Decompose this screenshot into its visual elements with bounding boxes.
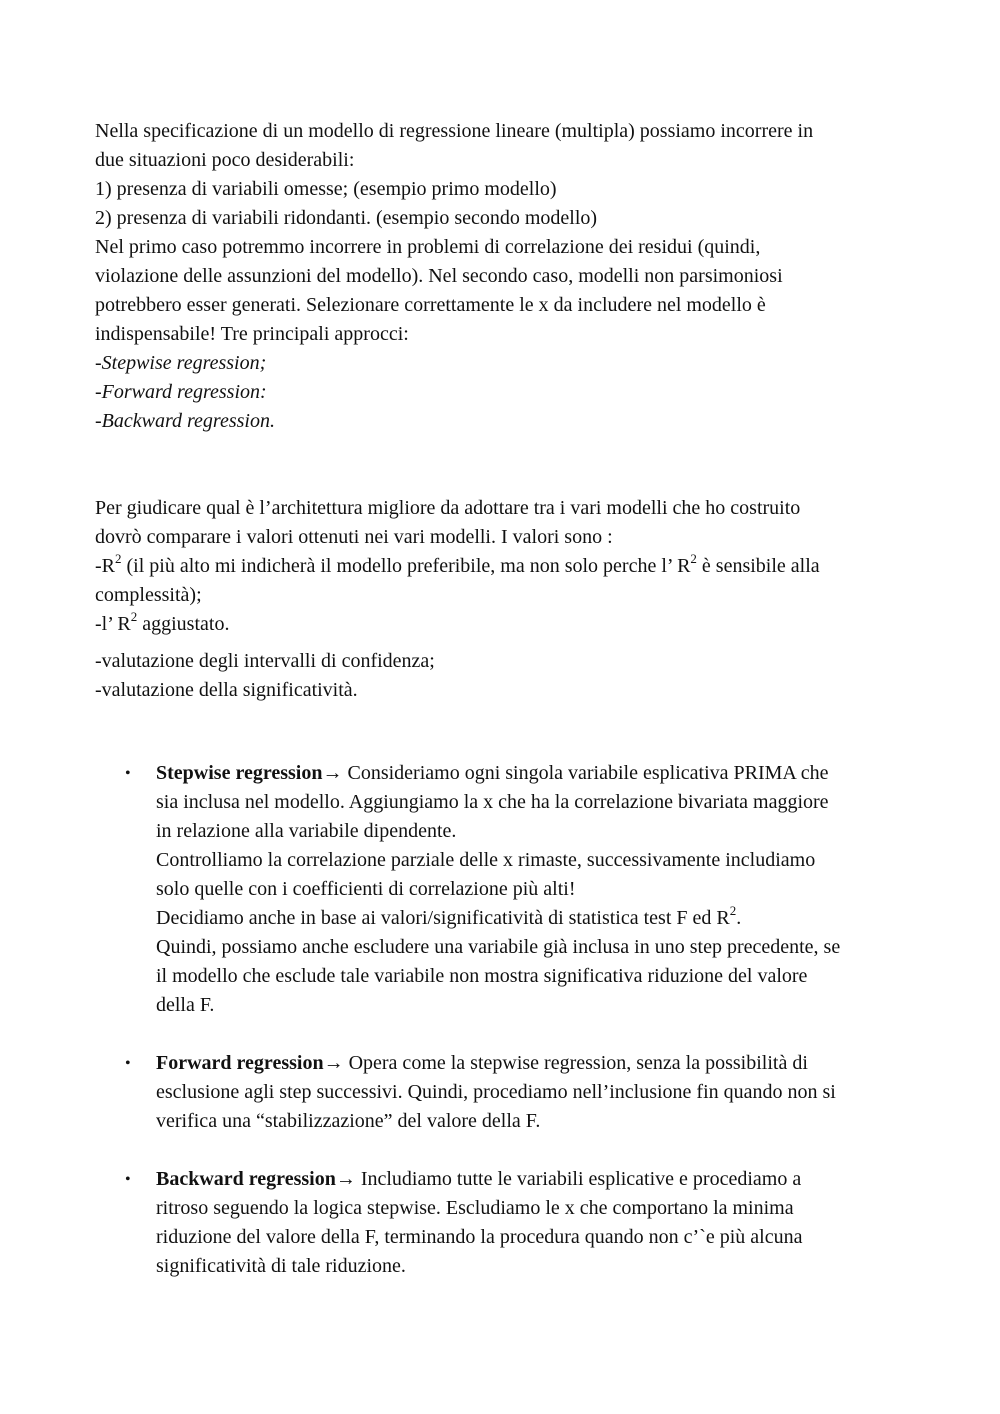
evaluation-line: -valutazione degli intervalli di confidenza; bbox=[95, 650, 435, 672]
list-text: . bbox=[736, 907, 742, 929]
list-text: sia inclusa nel modello. Aggiungiamo la x che ha la correlazione bivariata maggiore bbox=[156, 791, 829, 813]
r2-prefix: -R bbox=[95, 555, 115, 577]
intro-paragraph bbox=[95, 117, 915, 436]
list-text: esclusione agli step successivi. Quindi, procediamo nell’inclusione fin quando non si bbox=[156, 1081, 836, 1103]
term-backward: Backward regression bbox=[156, 1168, 336, 1190]
evaluation-r2-line bbox=[95, 552, 915, 581]
evaluation-line: dovrò comparare i valori ottenuti nei vari modelli. I valori sono : bbox=[95, 526, 613, 548]
intro-line: indispensabile! Tre principali approcci: bbox=[95, 323, 409, 345]
list-item-forward bbox=[95, 1049, 915, 1136]
bullet-icon: • bbox=[125, 1055, 131, 1072]
list-text: solo quelle con i coefficienti di correlazione più alti! bbox=[156, 878, 576, 900]
list-text: Consideriamo ogni singola variabile esplicativa PRIMA che bbox=[342, 762, 829, 784]
list-text: significatività di tale riduzione. bbox=[156, 1255, 406, 1277]
bullet-icon: • bbox=[125, 765, 131, 782]
adj-text: aggiustato. bbox=[137, 613, 230, 635]
regression-methods-list bbox=[95, 759, 915, 1281]
arrow-icon: → bbox=[323, 1052, 344, 1074]
list-text: Includiamo tutte le variabili esplicative e procediamo a bbox=[355, 1168, 802, 1190]
adj-superscript: 2 bbox=[130, 609, 138, 625]
list-item-backward bbox=[95, 1165, 915, 1281]
bullet-icon: • bbox=[125, 1171, 131, 1188]
intro-line: due situazioni poco desiderabili: bbox=[95, 149, 355, 171]
list-text: Quindi, possiamo anche escludere una variabile già inclusa in uno step precedente, se bbox=[156, 936, 841, 958]
intro-line: Nel primo caso potremmo incorrere in problemi di correlazione dei residui (quindi, bbox=[95, 236, 761, 258]
approach-forward: -Forward regression: bbox=[95, 381, 267, 403]
evaluation-paragraph bbox=[95, 494, 915, 705]
r2-superscript: 2 bbox=[690, 551, 697, 567]
intro-line: potrebbero esser generati. Selezionare correttamente le x da includere nel modello è bbox=[95, 294, 766, 316]
approach-stepwise: -Stepwise regression; bbox=[95, 352, 267, 374]
list-text: verifica una “stabilizzazione” del valore della F. bbox=[156, 1110, 541, 1132]
list-text: Controlliamo la correlazione parziale delle x rimaste, successivamente includiamo bbox=[156, 849, 816, 871]
intro-line: 2) presenza di variabili ridondanti. (esempio secondo modello) bbox=[95, 207, 598, 229]
adj-prefix: -l’ R bbox=[95, 613, 131, 635]
approach-backward: -Backward regression. bbox=[95, 410, 275, 432]
list-text: della F. bbox=[156, 994, 215, 1016]
term-stepwise: Stepwise regression bbox=[156, 762, 323, 784]
list-text: in relazione alla variabile dipendente. bbox=[156, 820, 457, 842]
list-text: il modello che esclude tale variabile non mostra significativa riduzione del valore bbox=[156, 965, 808, 987]
r2-text: (il più alto mi indicherà il modello preferibile, ma non solo perche l’ R bbox=[121, 555, 691, 577]
list-text: Opera come la stepwise regression, senza la possibilità di bbox=[343, 1052, 808, 1074]
arrow-icon: → bbox=[322, 762, 343, 784]
r2-superscript: 2 bbox=[729, 903, 737, 919]
r2-text-end: è sensibile alla bbox=[696, 555, 820, 577]
r2-superscript: 2 bbox=[115, 551, 122, 567]
term-forward: Forward regression bbox=[156, 1052, 324, 1074]
intro-line: violazione delle assunzioni del modello). Nel secondo caso, modelli non parsimoniosi bbox=[95, 265, 783, 287]
list-text: Decidiamo anche in base ai valori/significatività di statistica test F ed R bbox=[156, 907, 730, 929]
evaluation-line: Per giudicare qual è l’architettura migliore da adottare tra i vari modelli che ho costruito bbox=[95, 497, 801, 519]
intro-line: 1) presenza di variabili omesse; (esempio primo modello) bbox=[95, 178, 557, 200]
list-text: ritroso seguendo la logica stepwise. Escludiamo le x che comportano la minima bbox=[156, 1197, 794, 1219]
evaluation-line: -valutazione della significatività. bbox=[95, 679, 358, 701]
document-page bbox=[95, 117, 915, 1281]
evaluation-line: complessità); bbox=[95, 584, 202, 606]
arrow-icon: → bbox=[335, 1168, 356, 1190]
intro-line: Nella specificazione di un modello di regressione lineare (multipla) possiamo incorrere in bbox=[95, 120, 814, 142]
evaluation-adjusted-r2-line bbox=[95, 610, 915, 639]
list-text: riduzione del valore della F, terminando la procedura quando non c’`e più alcuna bbox=[156, 1226, 803, 1248]
list-item-stepwise bbox=[95, 759, 915, 1020]
